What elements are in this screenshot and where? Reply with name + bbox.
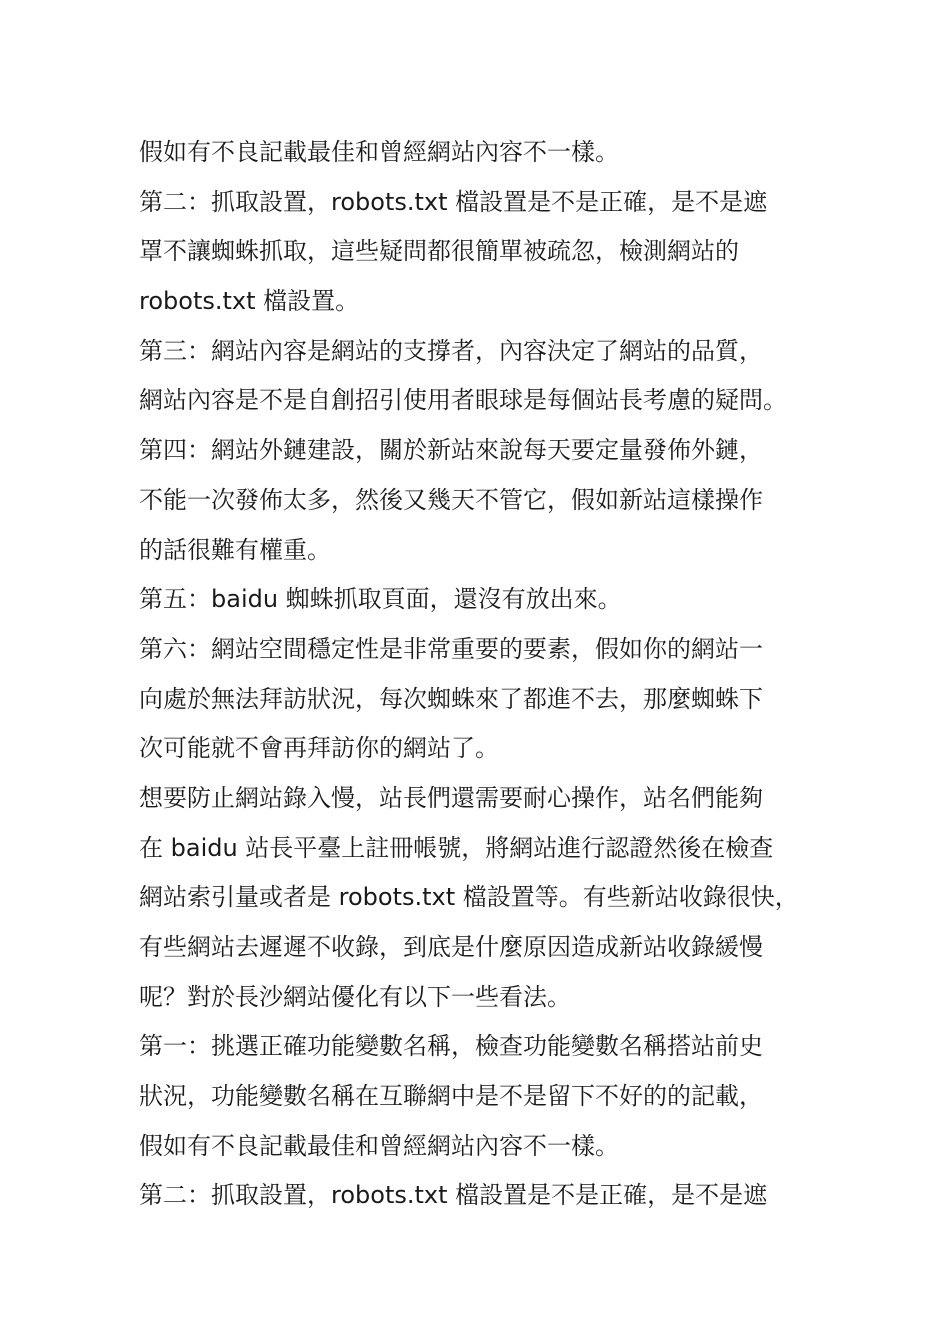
text-line: 第四：網站外鏈建設，關於新站來說每天要定量發佈外鏈， [139,436,763,465]
text-line: 假如有不良記載最佳和曾經網站內容不一樣。 [139,138,619,166]
text-line: 第一：挑選正確功能變數名稱，檢查功能變數名稱搭站前史 [139,1032,763,1061]
text-line: 第三：網站內容是網站的支撐者，內容決定了網站的品質， [139,336,763,365]
text-line: 有些網站去遲遲不收錄，到底是什麼原因造成新站收錄緩慢 [139,933,763,961]
text-line: 想要防止網站錄入慢，站長們還需要耐心操作，站名們能夠 [139,783,763,812]
text-line: robots.txt 檔設置。 [139,287,360,316]
text-line: 網站索引量或者是 robots.txt 檔設置等。有些新站收錄很快， [139,883,799,912]
text-line: 次可能就不會再拜訪你的網站了。 [139,734,499,763]
text-line: 向處於無法拜訪狀況，每次蜘蛛來了都進不去，那麼蜘蛛下 [139,684,763,713]
text-line: 的話很難有權重。 [139,535,331,564]
text-line: 第二：抓取設置，robots.txt 檔設置是不是正確，是不是遮 [139,187,768,216]
text-line: 罩不讓蜘蛛抓取，這些疑問都很簡單被疏忽，檢測網站的 [139,237,739,266]
text-line: 第六：網站空間穩定性是非常重要的要素，假如你的網站一 [139,634,763,663]
text-line: 不能一次發佈太多，然後又幾天不管它，假如新站這樣操作 [139,485,763,514]
body-text [139,128,839,1221]
text-line: 在 baidu 站長平臺上註冊帳號，將網站進行認證然後在檢查 [139,833,774,862]
text-line: 狀況，功能變數名稱在互聯網中是不是留下不好的的記載， [139,1082,763,1111]
text-line: 第二：抓取設置，robots.txt 檔設置是不是正確，是不是遮 [139,1181,768,1210]
text-line: 第五：baidu 蜘蛛抓取頁面，還沒有放出來。 [139,585,622,614]
text-line: 假如有不良記載最佳和曾經網站內容不一樣。 [139,1131,619,1160]
text-line: 呢？對於長沙網站優化有以下一些看法。 [139,982,571,1011]
text-line: 網站內容是不是自創招引使用者眼球是每個站長考慮的疑問。 [139,386,787,415]
